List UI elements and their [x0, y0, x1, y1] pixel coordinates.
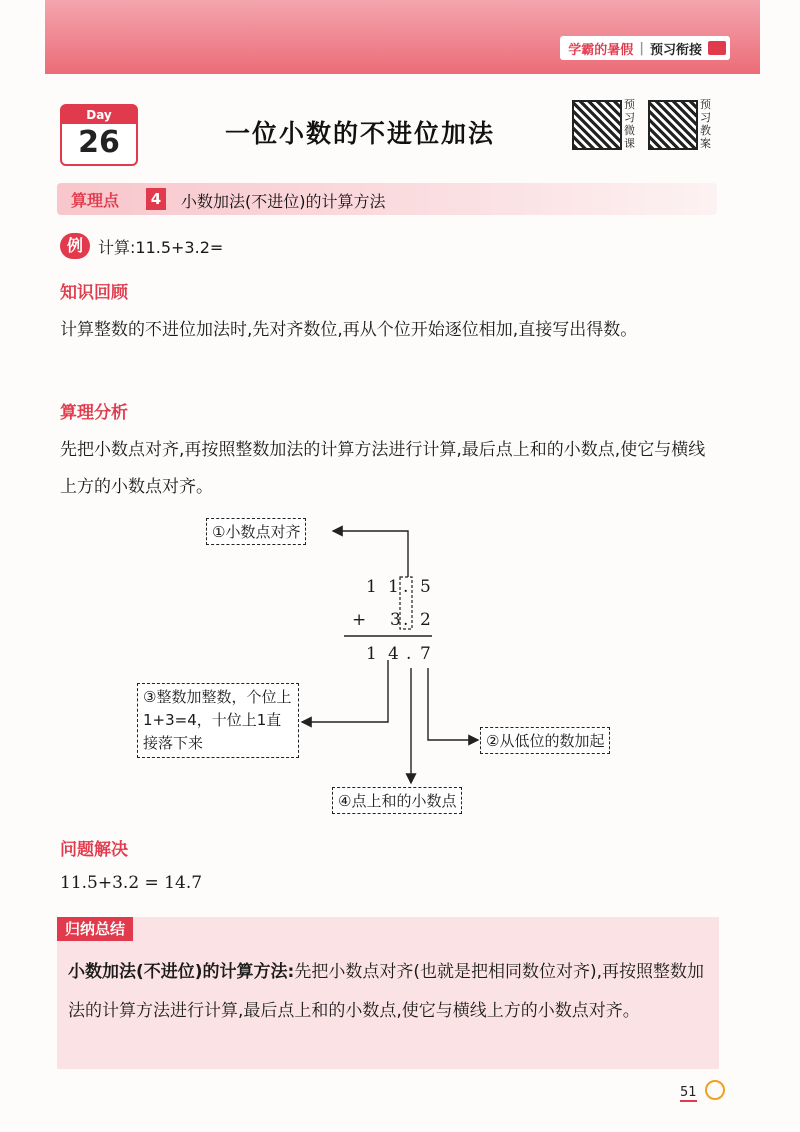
digit: 2	[420, 610, 431, 630]
summary-body: 先把小数点对齐(也就是把相同数位对齐),再按照整数加法的计算方法进行计算,最后点上和的小数点,使它与横线上方的小数点对齐。	[68, 962, 705, 1021]
digit: 4	[388, 644, 399, 664]
sun-icon	[705, 1080, 725, 1100]
digit: 3	[390, 610, 401, 630]
digit: 1	[366, 644, 377, 664]
decimal-point: .	[406, 644, 412, 664]
page-number: 51	[680, 1085, 697, 1100]
series-separator: |	[639, 40, 644, 56]
note-align-point: ①小数点对齐	[206, 518, 306, 545]
arrow-note3	[302, 660, 388, 722]
note-integer-add: ③整数加整数，个位上1+3=4，十位上1直接落下来	[137, 683, 299, 758]
day-number: 26	[78, 125, 120, 160]
qr-caption: 预习教案	[700, 98, 711, 150]
review-heading: 知识回顾	[60, 283, 128, 303]
section-label: 算理点	[71, 191, 120, 210]
digit: 1	[388, 577, 399, 597]
section-number: 4	[146, 188, 166, 210]
decimal-point: .	[403, 610, 409, 630]
series-subtitle: 预习衔接	[649, 42, 702, 58]
review-text: 计算整数的不进位加法时,先对齐数位,再从个位开始逐位相加,直接写出得数。	[60, 320, 638, 340]
summary-bold: 小数加法(不进位)的计算方法:	[68, 962, 295, 982]
analysis-text: 先把小数点对齐,再按照整数加法的计算方法进行计算,最后点上和的小数点,使它与横线上方的小数点对齐。	[60, 440, 706, 497]
qr-caption: 预习微课	[624, 98, 635, 150]
decimal-point: .	[403, 577, 409, 597]
note-low-digit: ②从低位的数加起	[480, 727, 610, 754]
solve-text: 11.5+3.2 = 14.7	[60, 873, 203, 893]
digit: 5	[420, 577, 431, 597]
summary-text	[68, 953, 718, 1031]
day-label: Day	[62, 106, 136, 124]
example-text: 计算:11.5+3.2=	[98, 238, 224, 257]
digit: 7	[420, 644, 431, 664]
note-sum-point: ④点上和的小数点	[332, 787, 462, 814]
page-title: 一位小数的不进位加法	[225, 119, 496, 148]
series-name: 学霸的暑假	[568, 42, 634, 58]
digit: 1	[366, 577, 377, 597]
section-text: 小数加法(不进位)的计算方法	[181, 192, 386, 211]
arrow-note1	[333, 531, 408, 577]
analysis-heading: 算理分析	[60, 403, 128, 423]
solve-heading: 问题解决	[60, 840, 128, 860]
summary-tag: 归纳总结	[57, 917, 133, 941]
plus-sign: +	[352, 610, 367, 630]
arrow-note2	[428, 668, 478, 740]
example-badge: 例	[60, 233, 90, 259]
